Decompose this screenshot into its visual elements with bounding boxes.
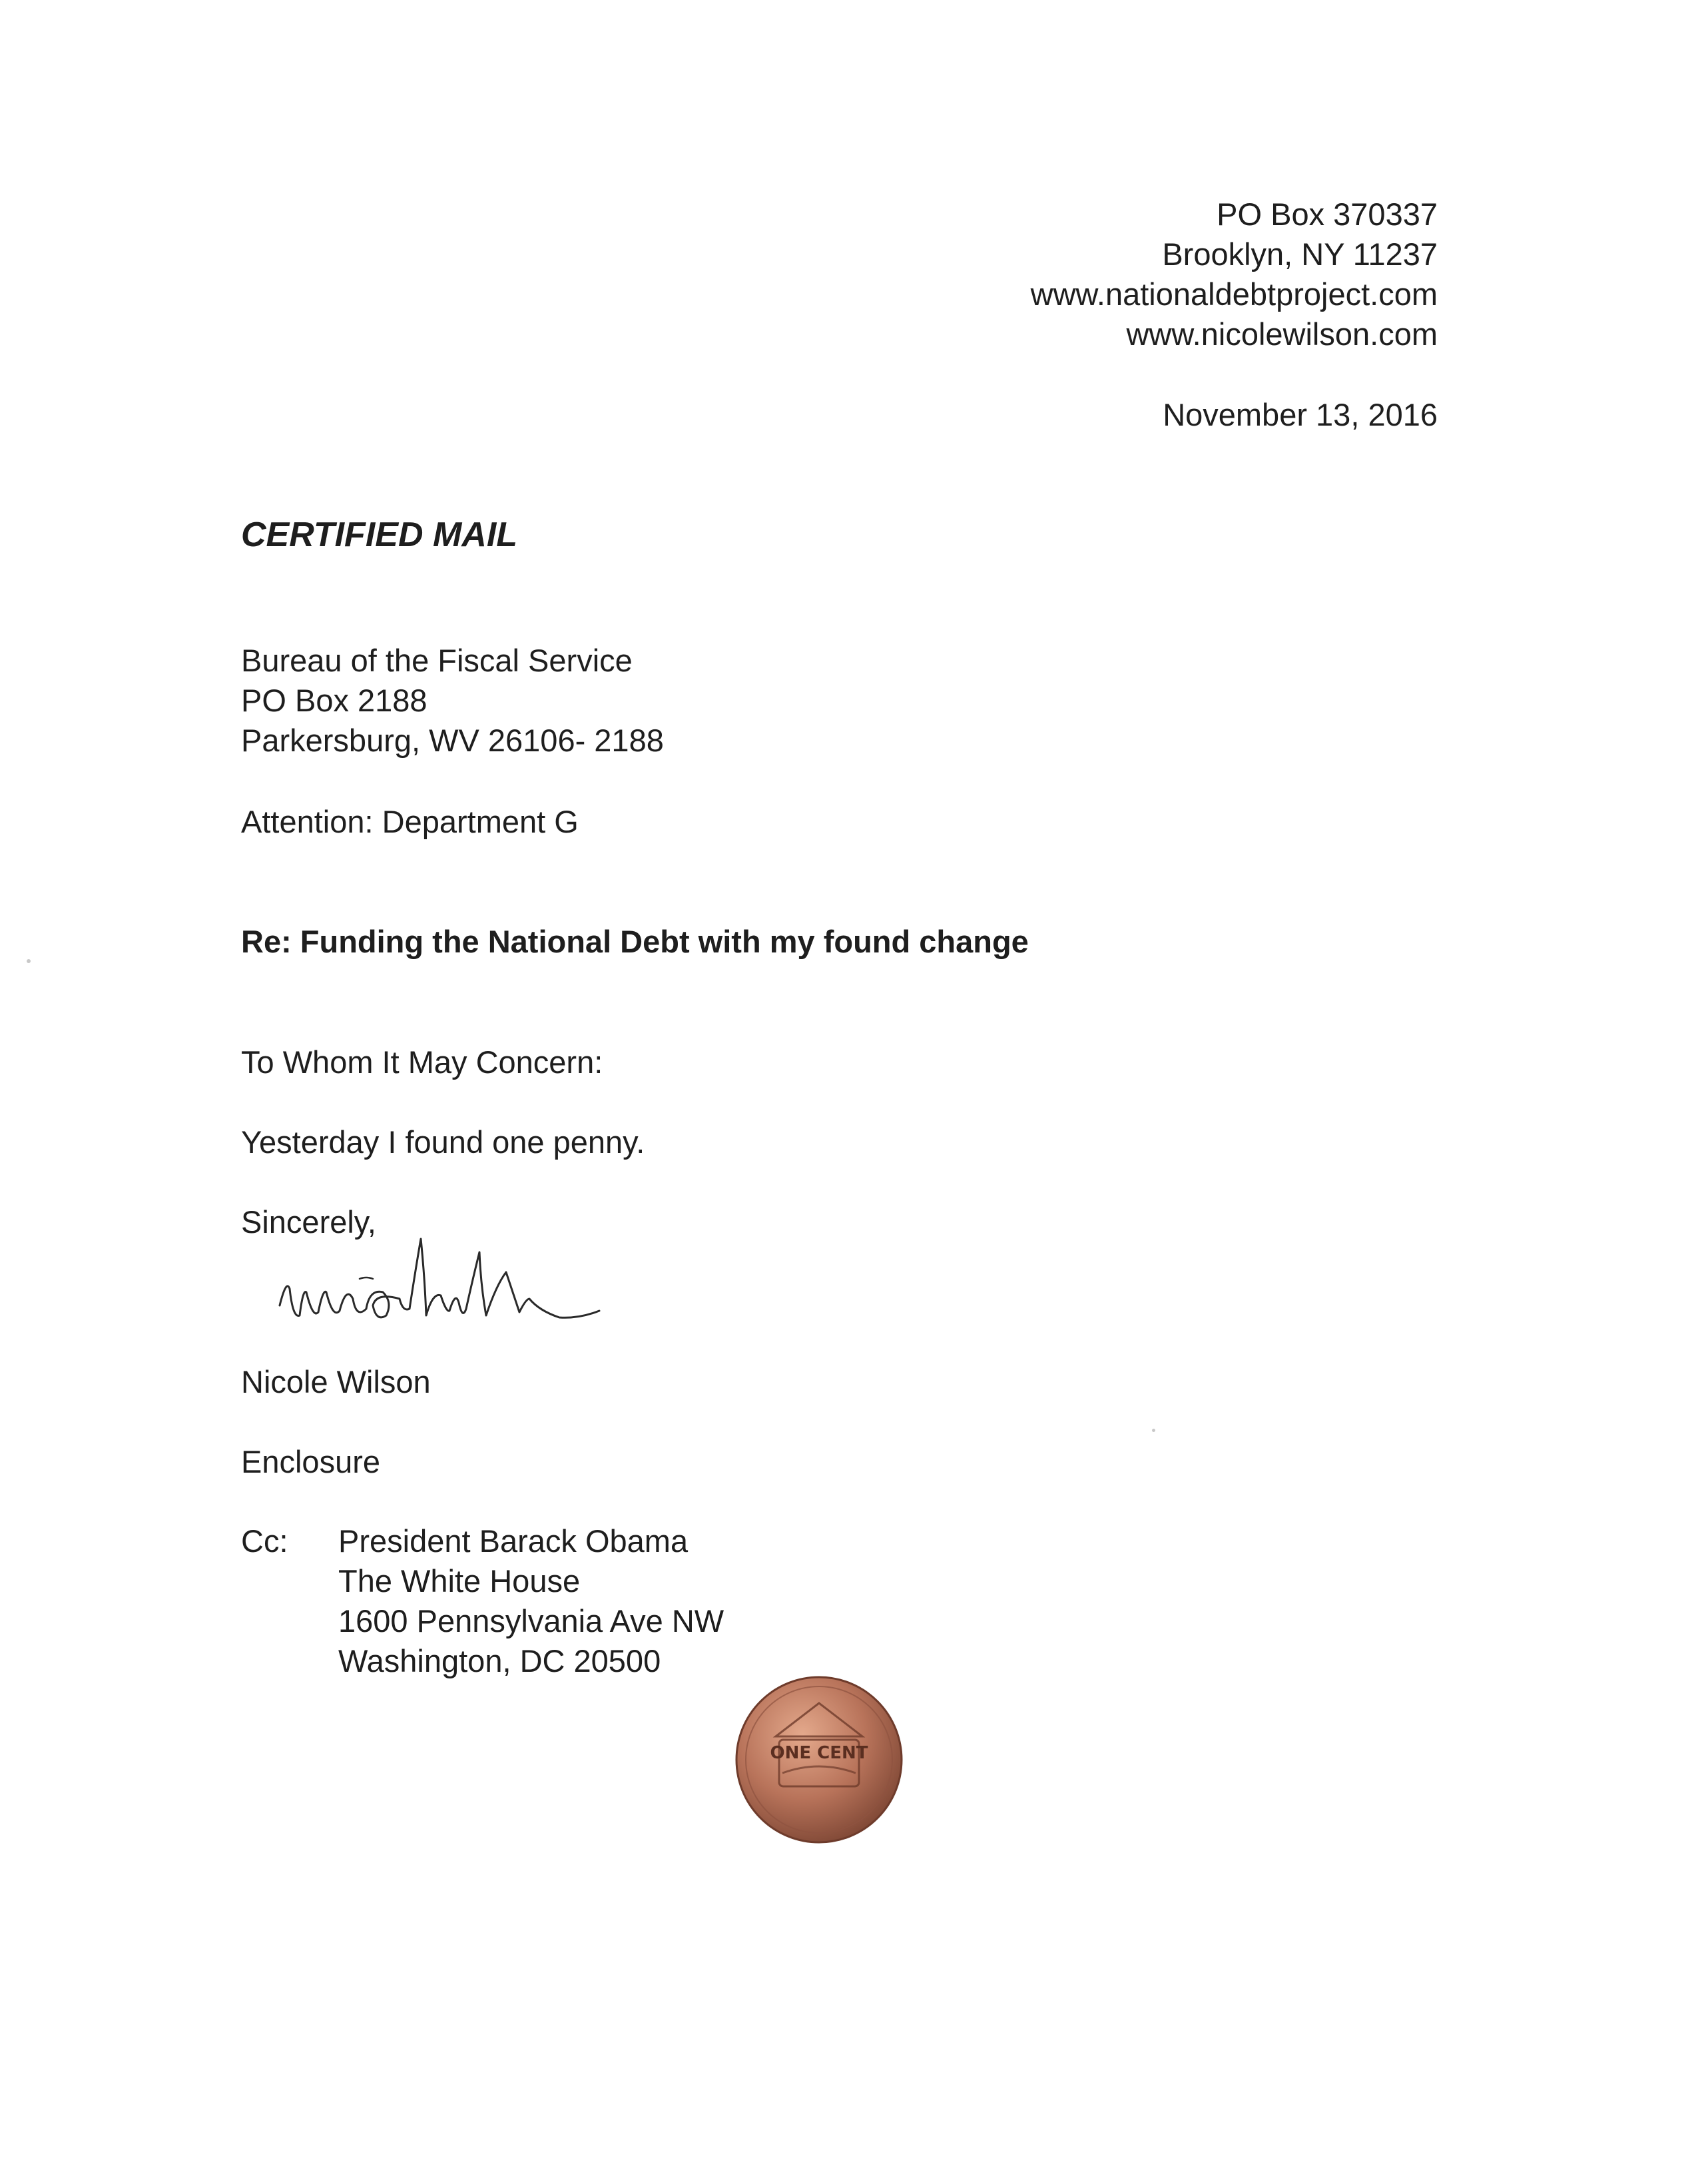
handwritten-signature [266, 1226, 613, 1345]
sender-po-box: PO Box 370337 [1217, 196, 1438, 232]
enclosure-notation: Enclosure [241, 1444, 380, 1479]
cc-address-line2: 1600 Pennsylvania Ave NW [338, 1603, 724, 1638]
letter-date: November 13, 2016 [1163, 397, 1438, 432]
cc-label: Cc: [241, 1523, 288, 1559]
sender-city-state-zip: Brooklyn, NY 11237 [1162, 236, 1438, 272]
recipient-address-block [241, 641, 664, 761]
salutation: To Whom It May Concern: [241, 1044, 603, 1080]
sender-address-block [1031, 194, 1438, 354]
sender-website-national-debt: www.nationaldebtproject.com [1030, 276, 1438, 312]
penny-icon [732, 1673, 906, 1846]
cc-address-line3: Washington, DC 20500 [338, 1643, 661, 1678]
attention-line: Attention: Department G [241, 804, 579, 839]
scan-speck [27, 959, 31, 963]
scan-speck [1152, 1429, 1155, 1432]
recipient-city-state-zip: Parkersburg, WV 26106- 2188 [241, 723, 664, 758]
cc-name: President Barack Obama [338, 1523, 689, 1559]
penny-inscription: ONE CENT [770, 1743, 868, 1763]
letter-body: Yesterday I found one penny. [241, 1124, 645, 1160]
mail-type-heading: CERTIFIED MAIL [241, 516, 518, 554]
sender-website-personal: www.nicolewilson.com [1126, 316, 1438, 352]
signer-name: Nicole Wilson [241, 1364, 431, 1399]
recipient-name: Bureau of the Fiscal Service [241, 643, 633, 678]
closing: Sincerely, [241, 1204, 376, 1240]
recipient-po-box: PO Box 2188 [241, 683, 427, 718]
subject-line: Re: Funding the National Debt with my found change [241, 924, 1029, 959]
cc-address-block [338, 1521, 724, 1681]
cc-address-line1: The White House [338, 1563, 581, 1599]
